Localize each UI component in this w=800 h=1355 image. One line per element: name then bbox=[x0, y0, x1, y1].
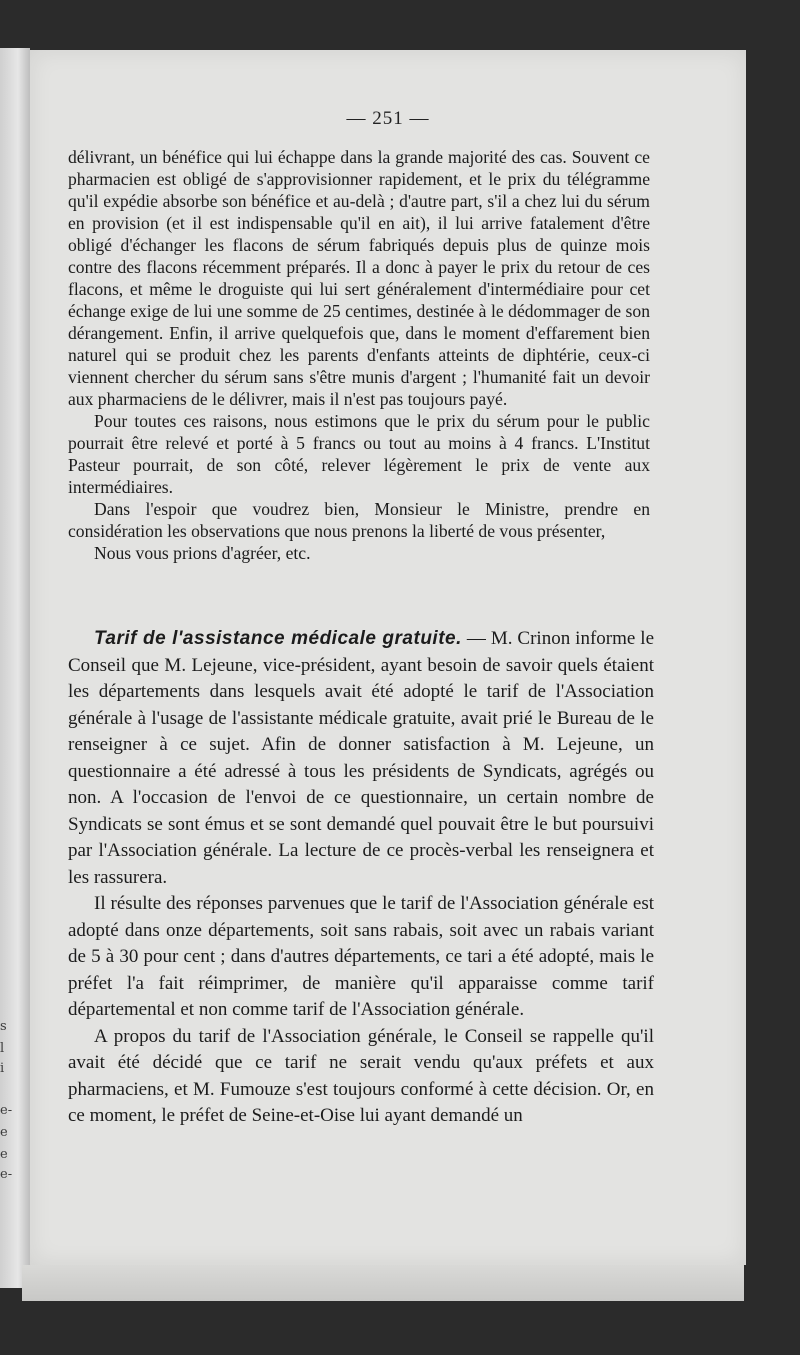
section-heading: Tarif de l'assistance médicale gratuite. bbox=[94, 628, 462, 649]
paragraph: délivrant, un bénéfice qui lui échappe dans la grande majorité des cas. Souvent ce pharmacien est obligé de s'approvisionner rapidement, et le prix du télégramme qu'il expédie absorbe son bénéfice et au-delà ; d'autre part, s'il a chez lui du sérum en provision (et il est indispensable qu'il en ait), il lui arrive fatalement d'être obligé d'échanger les flacons de sérum fabriqués depuis plus de quinze mois contre des flacons récemment préparés. Il a donc à payer le prix du retour de ces flacons, et même le droguiste qui lui sert généralement d'intermédiaire pour cet échange exige de lui une somme de 25 centimes, destinée à le dédommager de son dérangement. Enfin, il arrive quelquefois que, dans le moment d'effarement bien naturel qui se produit chez les parents d'enfants atteints de diphtérie, ceux-ci viennent chercher du sérum sans s'être munis d'argent ; l'humanité fait un devoir aux pharmaciens de le délivrer, mais il n'est pas toujours payé. bbox=[68, 147, 650, 409]
page-bottom-edge bbox=[22, 1265, 744, 1301]
paragraph: Dans l'espoir que voudrez bien, Monsieur le Ministre, prendre en considération les observations que nous prenons la liberté de vous présenter, bbox=[68, 499, 650, 541]
page-number: — 251 — bbox=[346, 108, 430, 129]
previous-page-edge bbox=[0, 48, 30, 1288]
paragraph: Il résulte des réponses parvenues que le tarif de l'Association générale est adopté dans onze départements, soit sans rabais, soit avec un rabais variant de 5 à 30 pour cent ; dans d'autres départements, ce tari a été adopté, mais le préfet l'a fait réimprimer, de manière qu'il apparaisse comme tarif départemental et non comme tarif de l'Association générale. bbox=[68, 893, 654, 1020]
margin-mark: i bbox=[0, 1061, 5, 1076]
margin-mark: l bbox=[0, 1041, 5, 1056]
paragraph-text: — M. Crinon informe le Conseil que M. Lejeune, vice-président, ayant besoin de savoir quels étaient les départements dans lesquels avait été adopté le tarif de l'Association générale à l'usage de l'assistante médicale gratuite, avait prié le Bureau de le renseigner à ce sujet. Afin de donner satisfaction à M. Lejeune, un questionnaire a été adressé à tous les présidents de Syndicats, agrégés ou non. A l'occasion de l'envoi de ce questionnaire, un certain nombre de Syndicats se sont émus et se sont demandé quel pouvait être le but poursuivi par l'Association générale. La lecture de ce procès-verbal les renseignera et les rassurera. bbox=[68, 628, 655, 888]
paragraph bbox=[68, 626, 654, 891]
margin-mark: s bbox=[0, 1019, 7, 1034]
book-page bbox=[30, 50, 746, 1265]
paragraph: Nous vous prions d'agréer, etc. bbox=[94, 543, 311, 563]
paragraph: Pour toutes ces raisons, nous estimons que le prix du sérum pour le public pourrait être relevé et porté à 5 francs ou tout au moins à 4 francs. L'Institut Pasteur pourrait, de son côté, relever légèrement le prix de vente aux intermédiaires. bbox=[68, 411, 650, 497]
margin-mark: e bbox=[0, 1125, 8, 1140]
section-text bbox=[68, 626, 654, 1130]
margin-mark: e- bbox=[0, 1103, 13, 1118]
margin-mark: e bbox=[0, 1147, 8, 1162]
paragraph: A propos du tarif de l'Association générale, le Conseil se rappelle qu'il avait été décidé que ce tarif ne serait vendu qu'aux préfets et aux pharmaciens, et M. Fumouze s'est toujours conformé à cette décision. Or, en ce moment, le préfet de Seine-et-Oise lui ayant demandé un bbox=[68, 1025, 654, 1126]
letter-text bbox=[68, 146, 650, 564]
margin-mark: e- bbox=[0, 1167, 13, 1182]
